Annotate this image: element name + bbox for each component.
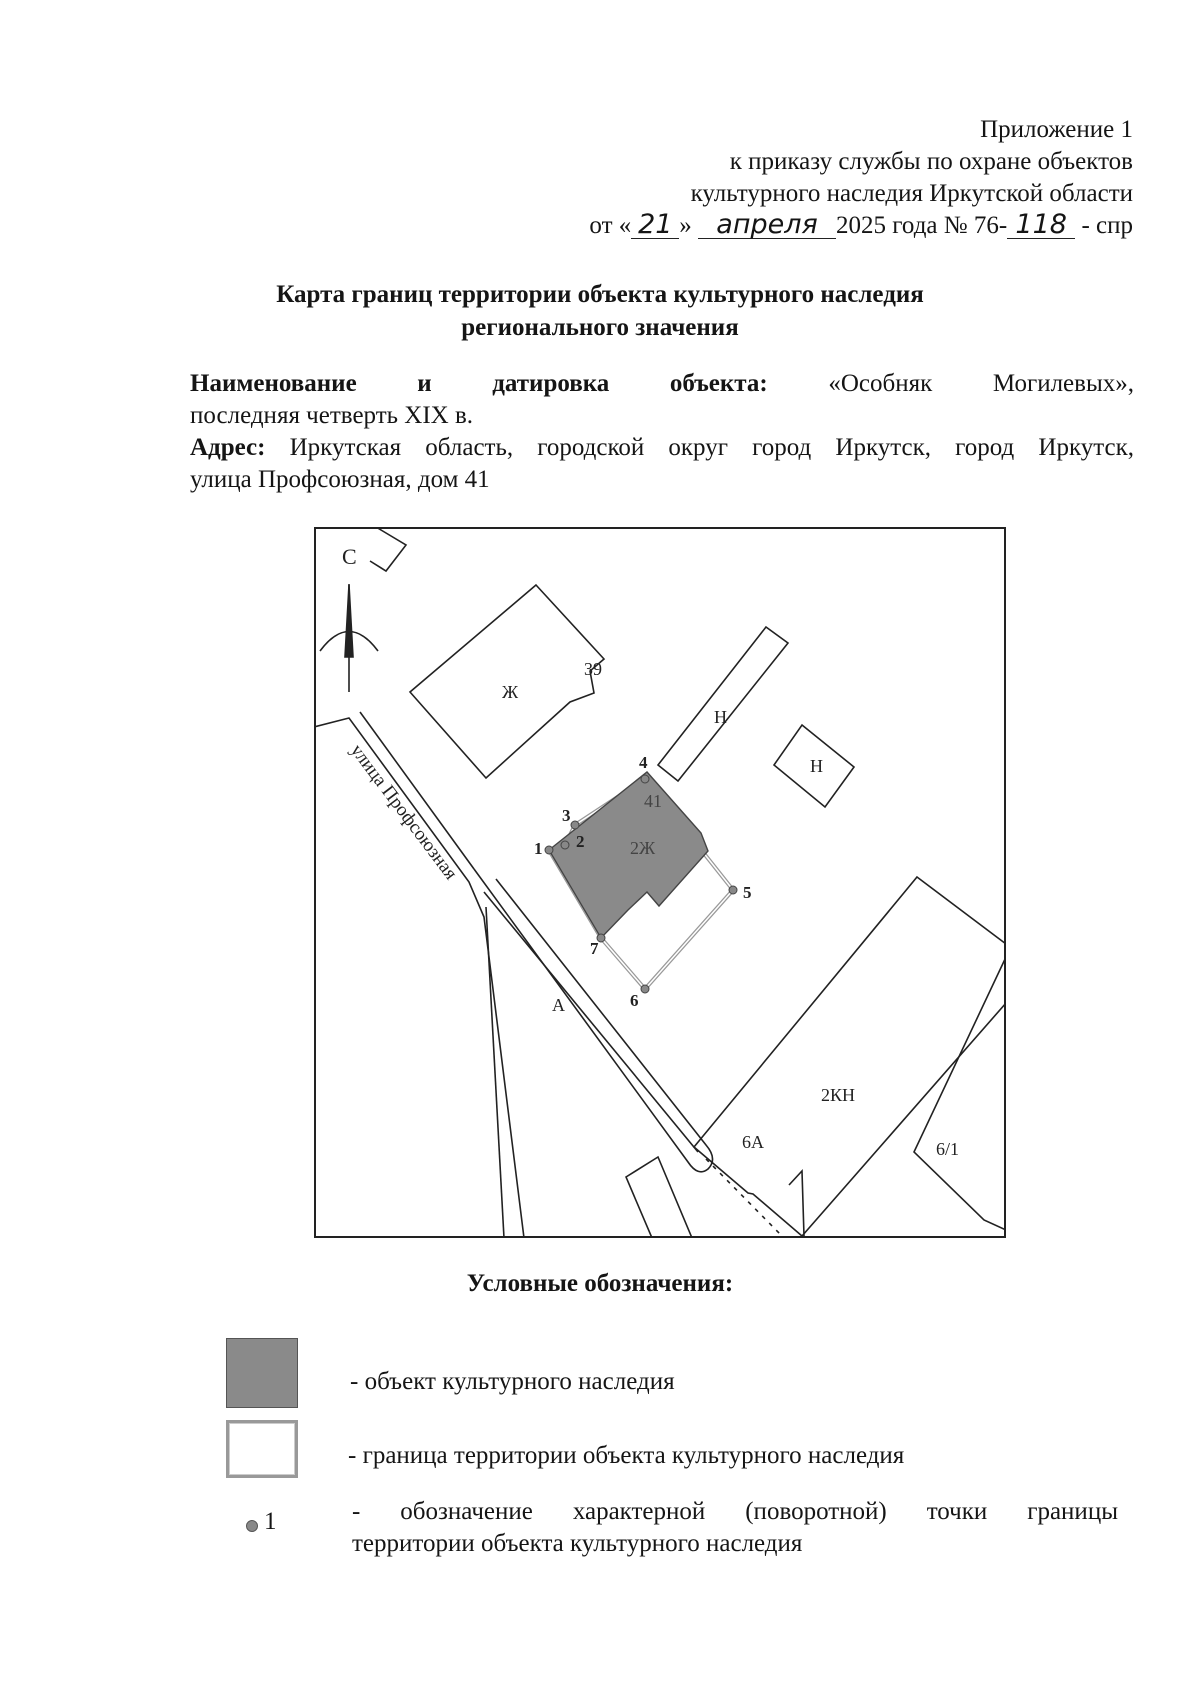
street-upper-left-edge — [314, 718, 524, 1238]
building-n-long — [658, 627, 788, 781]
title-line-2: регионального значения — [461, 314, 739, 341]
document-title — [0, 278, 1200, 344]
point-4-marker — [641, 775, 649, 783]
label-b39-num: 39 — [584, 659, 602, 679]
appendix-line-3: культурного наследия Иркутской области — [690, 180, 1133, 207]
title-line-1: Карта границ территории объекта культурного наследия — [276, 281, 924, 308]
point-label-1: 1 — [534, 839, 543, 858]
address-value-2: улица Профсоюзная, дом 41 — [190, 466, 490, 493]
point-label-2: 2 — [576, 832, 585, 851]
appendix-header — [589, 114, 1133, 242]
point-label-5: 5 — [743, 883, 752, 902]
point-1-marker — [545, 846, 553, 854]
handwritten-day: 21 — [631, 212, 679, 239]
street-branch-right — [484, 892, 698, 1152]
point-label-6: 6 — [630, 991, 639, 1010]
legend-point-dot — [246, 1520, 258, 1532]
point-6-marker — [641, 985, 649, 993]
object-name-label: Наименование и датировка объекта: — [190, 370, 768, 397]
legend-heritage-text: - объект культурного наследия — [350, 1368, 675, 1395]
legend-heritage-swatch — [226, 1338, 298, 1408]
point-label-4: 4 — [639, 753, 648, 772]
appendix-line-2: к приказу службы по охране объектов — [729, 148, 1133, 175]
appendix-line-1: Приложение 1 — [980, 116, 1133, 143]
building-top-left — [370, 527, 406, 571]
object-dating: последняя четверть XIX в. — [190, 402, 474, 429]
point-5-marker — [729, 886, 737, 894]
boundary-map — [314, 527, 1006, 1238]
label-2kn: 2КН — [821, 1085, 856, 1105]
label-a: А — [552, 995, 565, 1015]
object-name-paragraph — [190, 368, 1134, 432]
label-6-1: 6/1 — [936, 1139, 960, 1159]
north-arrow-head — [345, 585, 353, 657]
object-name-line — [190, 368, 1134, 400]
point-2-marker — [561, 841, 569, 849]
order-suffix: - спр — [1081, 212, 1133, 239]
label-b41-type: 2Ж — [630, 838, 656, 858]
legend-border-swatch — [226, 1420, 298, 1478]
label-6a: 6А — [742, 1132, 764, 1152]
label-n1: Н — [714, 707, 727, 727]
address-label: Адрес: — [190, 434, 266, 461]
street-branch-left — [486, 907, 504, 1238]
point-label-3: 3 — [562, 806, 571, 825]
map-svg — [314, 527, 1006, 1238]
legend-border-text: - граница территории объекта культурного наследия — [348, 1442, 905, 1469]
appendix-date-line — [589, 210, 1133, 242]
legend-point-text — [352, 1496, 1118, 1560]
north-label: С — [342, 544, 357, 569]
handwritten-order-number: 118 — [1007, 212, 1075, 239]
legend-point-number: 1 — [264, 1508, 277, 1535]
object-address-paragraph — [190, 432, 1134, 496]
alley-dashed — [706, 1159, 784, 1238]
object-name-value: «Особняк Могилевых», — [828, 370, 1134, 397]
date-year-text: 2025 года № 76- — [836, 212, 1008, 239]
handwritten-month: апреля — [698, 212, 836, 239]
point-3-marker — [571, 821, 579, 829]
label-b39-type: Ж — [502, 682, 519, 702]
heritage-object — [549, 772, 708, 938]
label-n2: Н — [810, 756, 823, 776]
legend-title: Условные обозначения: — [466, 1270, 734, 1297]
address-line — [190, 432, 1134, 464]
building-bottom — [626, 1157, 692, 1238]
date-quote-close: » — [679, 212, 692, 239]
legend-point-text-line-1: - обозначение характерной (поворотной) точки границы — [352, 1498, 1118, 1525]
street-label: улица Профсоюзная — [346, 740, 462, 884]
label-b41-num: 41 — [644, 791, 662, 811]
legend-point-text-line-2: территории объекта культурного наследия — [352, 1530, 803, 1557]
address-value: Иркутская область, городской округ город Иркутск, город Иркутск, — [289, 434, 1134, 461]
date-prefix: от « — [589, 212, 632, 239]
point-label-7: 7 — [590, 939, 599, 958]
